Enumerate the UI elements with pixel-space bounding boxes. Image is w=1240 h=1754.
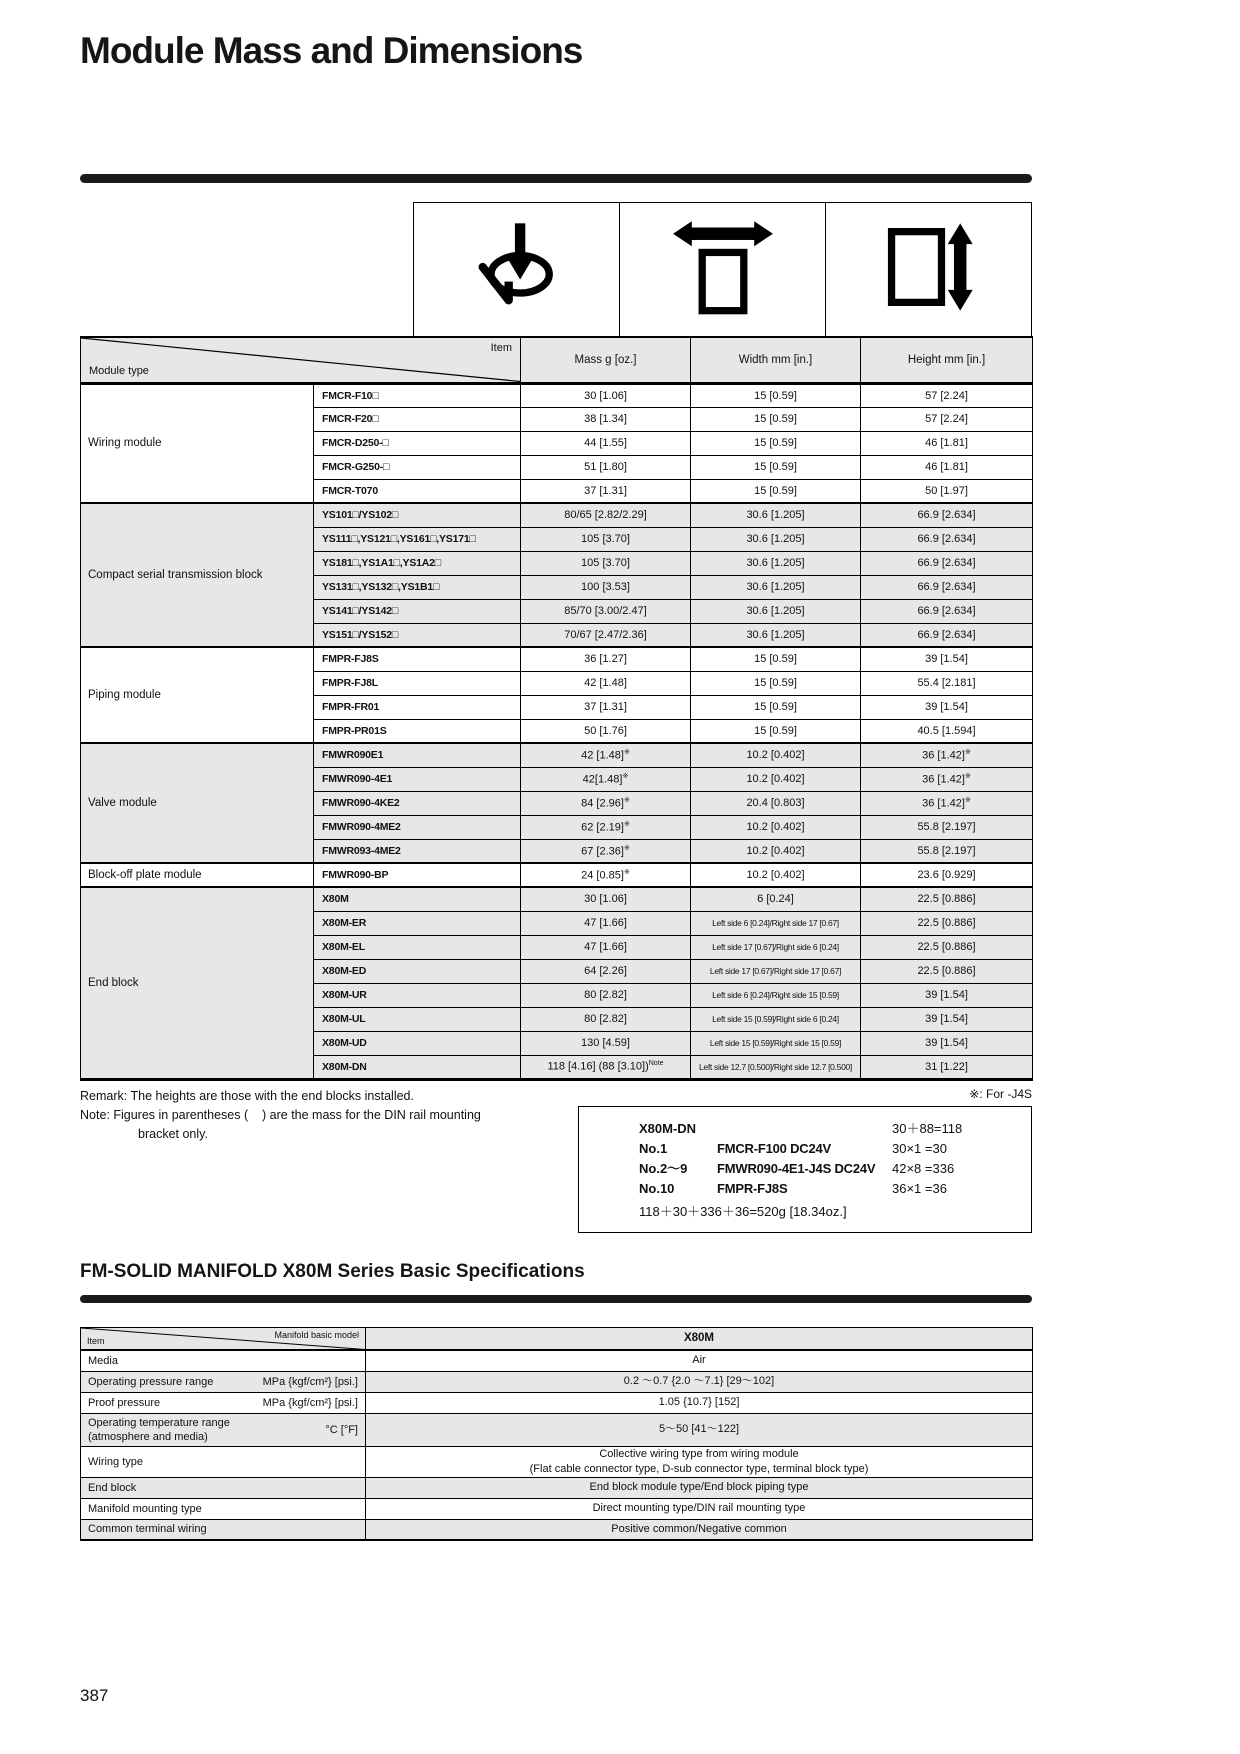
- width-cell: Left side 15 [0.59]/Right side 15 [0.59]: [691, 1031, 861, 1055]
- spec-row: [81, 1350, 1033, 1371]
- reference-mark-note: ※: For -J4S: [969, 1086, 1032, 1101]
- table-row: [81, 743, 1033, 767]
- model-cell: YS101□/YS102□: [314, 503, 521, 527]
- model-cell: FMPR-FJ8S: [314, 647, 521, 671]
- height-cell: 66.9 [2.634]: [861, 551, 1033, 575]
- spec-label-wrap: [88, 1502, 358, 1516]
- width-cell: 15 [0.59]: [691, 479, 861, 503]
- mass-cell: 130 [4.59]: [521, 1031, 691, 1055]
- model-cell: FMPR-FR01: [314, 695, 521, 719]
- width-cell: 10.2 [0.402]: [691, 863, 861, 887]
- calc-row: [639, 1140, 1023, 1158]
- spec-label-text: Common terminal wiring: [88, 1523, 207, 1536]
- height-cell: 36 [1.42]※: [861, 767, 1033, 791]
- model-cell: FMCR-G250-□: [314, 455, 521, 479]
- model-cell: YS141□/YS142□: [314, 599, 521, 623]
- spec-value-cell: Collective wiring type from wiring module (Flat cable connector type, D-sub connector type, terminal block type): [366, 1446, 1033, 1477]
- table-row: [81, 863, 1033, 887]
- width-cell: 30.6 [1.205]: [691, 551, 861, 575]
- model-cell: X80M-UL: [314, 1007, 521, 1031]
- mass-cell: 44 [1.55]: [521, 431, 691, 455]
- width-cell: 6 [0.24]: [691, 887, 861, 911]
- height-cell: 55.8 [2.197]: [861, 839, 1033, 863]
- section-rule-bar: [80, 174, 1032, 183]
- note-text-line1: Note: Figures in parentheses ( ) are the mass for the DIN rail mounting: [80, 1107, 481, 1122]
- spec-value-cell: Direct mounting type/DIN rail mounting type: [366, 1498, 1033, 1519]
- height-arrow-icon: [877, 215, 981, 324]
- height-cell: 57 [2.24]: [861, 383, 1033, 407]
- mass-cell: 30 [1.06]: [521, 887, 691, 911]
- height-cell: 36 [1.42]※: [861, 743, 1033, 767]
- spec-label-wrap: [88, 1375, 358, 1389]
- corner-module-type-label: Module type: [89, 364, 149, 377]
- calc-model-label: FMPR-FJ8S: [717, 1180, 788, 1196]
- table-row: [81, 887, 1033, 911]
- calc-row: [639, 1160, 1023, 1178]
- spec-value-cell: 5〜50 [41〜122]: [366, 1413, 1033, 1446]
- width-cell: 15 [0.59]: [691, 407, 861, 431]
- spec-column-header-x80m: X80M: [366, 1327, 1033, 1350]
- basic-specifications-table: [80, 1327, 1033, 1542]
- model-cell: FMPR-FJ8L: [314, 671, 521, 695]
- calc-total: 118＋30＋336＋36=520g [18.34oz.]: [639, 1203, 847, 1219]
- model-cell: FMCR-F10□: [314, 383, 521, 407]
- spec-label-wrap: [88, 1455, 358, 1469]
- spec-label-cell: [81, 1392, 366, 1413]
- height-cell: 22.5 [0.886]: [861, 935, 1033, 959]
- spec-label-cell: [81, 1519, 366, 1540]
- width-cell: Left side 17 [0.67]/Right side 17 [0.67]: [691, 959, 861, 983]
- column-header-width: Width mm [in.]: [691, 337, 861, 383]
- module-mass-table: [80, 336, 1033, 1081]
- model-cell: FMWR090E1: [314, 743, 521, 767]
- calc-position-label: No.2〜9: [639, 1160, 688, 1176]
- mass-cell: 24 [0.85]※: [521, 863, 691, 887]
- mass-cell: 42 [1.48]※: [521, 743, 691, 767]
- height-icon-box: [826, 203, 1031, 336]
- model-cell: X80M-UR: [314, 983, 521, 1007]
- model-cell: X80M-ER: [314, 911, 521, 935]
- width-cell: 15 [0.59]: [691, 647, 861, 671]
- spec-corner-model-label: Manifold basic model: [274, 1329, 359, 1340]
- spec-label-wrap: [88, 1396, 358, 1410]
- model-cell: X80M-UD: [314, 1031, 521, 1055]
- calc-position-label: X80M-DN: [639, 1120, 697, 1136]
- width-icon-box: [620, 203, 826, 336]
- module-type-cell: Block-off plate module: [81, 863, 314, 887]
- height-cell: 46 [1.81]: [861, 455, 1033, 479]
- spec-corner-item-label: Item: [87, 1336, 105, 1346]
- mass-cell: 80 [2.82]: [521, 983, 691, 1007]
- dimension-icon-strip: [413, 202, 1032, 336]
- table-footnotes-row: [80, 1087, 1032, 1233]
- width-cell: Left side 17 [0.67]/Right side 6 [0.24]: [691, 935, 861, 959]
- height-cell: 50 [1.97]: [861, 479, 1033, 503]
- height-cell: 39 [1.54]: [861, 1031, 1033, 1055]
- mass-cell: 70/67 [2.47/2.36]: [521, 623, 691, 647]
- spec-label-text: Operating temperature range (atmosphere and media): [88, 1416, 230, 1443]
- mass-cell: 42 [1.48]: [521, 671, 691, 695]
- model-cell: FMCR-D250-□: [314, 431, 521, 455]
- calc-formula: 30×1 =30: [892, 1140, 947, 1156]
- spec-label-wrap: [88, 1354, 358, 1368]
- calc-position-label: No.10: [639, 1180, 675, 1196]
- height-cell: 39 [1.54]: [861, 695, 1033, 719]
- spec-label-text: Manifold mounting type: [88, 1502, 202, 1515]
- spec-value-cell: Air: [366, 1350, 1033, 1371]
- calc-model-label: FMWR090-4E1-J4S DC24V: [717, 1160, 876, 1176]
- module-type-cell: Wiring module: [81, 383, 314, 503]
- calc-model-label: FMCR-F100 DC24V: [717, 1140, 832, 1156]
- height-cell: 39 [1.54]: [861, 1007, 1033, 1031]
- spec-row: [81, 1371, 1033, 1392]
- height-cell: 55.8 [2.197]: [861, 815, 1033, 839]
- model-cell: YS111□,YS121□,YS161□,YS171□: [314, 527, 521, 551]
- width-cell: 30.6 [1.205]: [691, 575, 861, 599]
- height-cell: 66.9 [2.634]: [861, 575, 1033, 599]
- calc-row: [639, 1120, 1023, 1138]
- model-cell: FMWR090-4E1: [314, 767, 521, 791]
- model-cell: FMCR-T070: [314, 479, 521, 503]
- page-content: [80, 0, 1032, 1541]
- model-cell: YS131□,YS132□,YS1B1□: [314, 575, 521, 599]
- column-header-mass: Mass g [oz.]: [521, 337, 691, 383]
- model-cell: X80M: [314, 887, 521, 911]
- height-cell: 46 [1.81]: [861, 431, 1033, 455]
- model-cell: FMWR090-BP: [314, 863, 521, 887]
- model-cell: YS151□/YS152□: [314, 623, 521, 647]
- spec-row: [81, 1392, 1033, 1413]
- width-cell: Left side 6 [0.24]/Right side 17 [0.67]: [691, 911, 861, 935]
- model-cell: X80M-DN: [314, 1055, 521, 1079]
- height-cell: 22.5 [0.886]: [861, 959, 1033, 983]
- mass-cell: 47 [1.66]: [521, 935, 691, 959]
- spec-section-heading: FM-SOLID MANIFOLD X80M Series Basic Specifications: [80, 1260, 585, 1282]
- width-cell: Left side 15 [0.59]/Right side 6 [0.24]: [691, 1007, 861, 1031]
- spec-unit-label: MPa {kgf/cm²} [psi.]: [262, 1396, 358, 1409]
- width-cell: 30.6 [1.205]: [691, 527, 861, 551]
- mass-cell: 50 [1.76]: [521, 719, 691, 743]
- spec-row: [81, 1446, 1033, 1477]
- spec-row: [81, 1498, 1033, 1519]
- mass-cell: 80/65 [2.82/2.29]: [521, 503, 691, 527]
- width-cell: 30.6 [1.205]: [691, 599, 861, 623]
- model-cell: FMWR090-4KE2: [314, 791, 521, 815]
- calc-model-label: [717, 1120, 892, 1138]
- width-cell: 10.2 [0.402]: [691, 839, 861, 863]
- height-cell: 66.9 [2.634]: [861, 503, 1033, 527]
- mass-icon-box: [414, 203, 620, 336]
- height-cell: 66.9 [2.634]: [861, 527, 1033, 551]
- table-row: [81, 383, 1033, 407]
- calc-formula: 42×8 =336: [892, 1160, 955, 1176]
- model-cell: FMWR093-4ME2: [314, 839, 521, 863]
- mass-cell: 67 [2.36]※: [521, 839, 691, 863]
- mass-table-header-row: [81, 337, 1033, 383]
- mass-cell: 37 [1.31]: [521, 479, 691, 503]
- calc-position-label: No.1: [639, 1140, 668, 1156]
- mass-calculation-example-box: [578, 1106, 1032, 1233]
- right-footnote-block: [578, 1087, 1032, 1233]
- calc-formula: 36×1 =36: [892, 1180, 947, 1196]
- width-cell: 10.2 [0.402]: [691, 767, 861, 791]
- width-cell: 10.2 [0.402]: [691, 815, 861, 839]
- spec-label-text: Operating pressure range: [88, 1375, 214, 1388]
- height-cell: 23.6 [0.929]: [861, 863, 1033, 887]
- width-cell: Left side 6 [0.24]/Right side 15 [0.59]: [691, 983, 861, 1007]
- spec-row: [81, 1477, 1033, 1498]
- height-cell: 31 [1.22]: [861, 1055, 1033, 1079]
- width-cell: 15 [0.59]: [691, 431, 861, 455]
- spec-label-cell: [81, 1350, 366, 1371]
- mass-cell: 105 [3.70]: [521, 551, 691, 575]
- mass-cell: 51 [1.80]: [521, 455, 691, 479]
- spec-header-row: [81, 1327, 1033, 1350]
- spec-label-wrap: [88, 1481, 358, 1495]
- module-type-cell: Valve module: [81, 743, 314, 863]
- spec-label-wrap: [88, 1522, 358, 1536]
- note-text-line2: bracket only.: [138, 1126, 208, 1141]
- module-type-cell: End block: [81, 887, 314, 1079]
- spec-section-rule-bar: [80, 1295, 1032, 1303]
- mass-cell: 30 [1.06]: [521, 383, 691, 407]
- corner-item-label: Item: [490, 342, 512, 354]
- spec-label-text: Proof pressure: [88, 1396, 161, 1409]
- spec-label-cell: [81, 1413, 366, 1446]
- mass-cell: 105 [3.70]: [521, 527, 691, 551]
- spec-value-cell: End block module type/End block piping type: [366, 1477, 1033, 1498]
- mass-cell: 36 [1.27]: [521, 647, 691, 671]
- model-cell: X80M-ED: [314, 959, 521, 983]
- mass-cell: 85/70 [3.00/2.47]: [521, 599, 691, 623]
- mass-cell: 84 [2.96]※: [521, 791, 691, 815]
- spec-label-wrap: [88, 1416, 358, 1444]
- width-arrow-icon: [671, 215, 775, 324]
- mass-cell: 38 [1.34]: [521, 407, 691, 431]
- mass-cell: 42[1.48]※: [521, 767, 691, 791]
- mass-cell: 80 [2.82]: [521, 1007, 691, 1031]
- height-cell: 39 [1.54]: [861, 647, 1033, 671]
- spec-value-cell: Positive common/Negative common: [366, 1519, 1033, 1540]
- spec-value-cell: 0.2 〜0.7 {2.0 〜7.1} [29〜102]: [366, 1371, 1033, 1392]
- height-cell: 40.5 [1.594]: [861, 719, 1033, 743]
- remark-block: [80, 1087, 481, 1144]
- width-cell: 15 [0.59]: [691, 455, 861, 479]
- spec-value-cell: 1.05 {10.7} [152]: [366, 1392, 1033, 1413]
- spec-label-cell: [81, 1371, 366, 1392]
- width-cell: Left side 12.7 [0.500]/Right side 12.7 [0.500]: [691, 1055, 861, 1079]
- width-cell: 15 [0.59]: [691, 383, 861, 407]
- height-cell: 66.9 [2.634]: [861, 623, 1033, 647]
- width-cell: 30.6 [1.205]: [691, 623, 861, 647]
- page-number: 387: [80, 1686, 109, 1705]
- spec-label-cell: [81, 1477, 366, 1498]
- spec-row: [81, 1413, 1033, 1446]
- mass-cell: 37 [1.31]: [521, 695, 691, 719]
- spec-label-cell: [81, 1498, 366, 1519]
- table-row: [81, 503, 1033, 527]
- table-row: [81, 647, 1033, 671]
- spec-unit-label: MPa {kgf/cm²} [psi.]: [262, 1375, 358, 1388]
- module-type-cell: Piping module: [81, 647, 314, 743]
- page-title: Module Mass and Dimensions: [80, 30, 583, 71]
- height-cell: 22.5 [0.886]: [861, 911, 1033, 935]
- mass-cell: 118 [4.16] (88 [3.10])$^{Note}$: [521, 1055, 691, 1079]
- mass-cell: 62 [2.19]※: [521, 815, 691, 839]
- height-cell: 55.4 [2.181]: [861, 671, 1033, 695]
- model-cell: FMWR090-4ME2: [314, 815, 521, 839]
- spec-label-text: End block: [88, 1481, 137, 1494]
- width-cell: 15 [0.59]: [691, 671, 861, 695]
- model-cell: FMPR-PR01S: [314, 719, 521, 743]
- spec-label-text: Wiring type: [88, 1455, 144, 1468]
- model-cell: YS181□,YS1A1□,YS1A2□: [314, 551, 521, 575]
- mass-cell: 64 [2.26]: [521, 959, 691, 983]
- height-cell: 36 [1.42]※: [861, 791, 1033, 815]
- module-type-cell: Compact serial transmission block: [81, 503, 314, 647]
- mass-cell: 47 [1.66]: [521, 911, 691, 935]
- calc-formula: 30＋88=118: [892, 1120, 963, 1136]
- spec-corner-cell: [81, 1327, 366, 1350]
- height-cell: 39 [1.54]: [861, 983, 1033, 1007]
- corner-cell: [81, 337, 521, 383]
- spec-label-text: Media: [88, 1354, 118, 1367]
- mass-cell: 100 [3.53]: [521, 575, 691, 599]
- spec-row: [81, 1519, 1033, 1540]
- width-cell: 30.6 [1.205]: [691, 503, 861, 527]
- model-cell: FMCR-F20□: [314, 407, 521, 431]
- height-cell: 22.5 [0.886]: [861, 887, 1033, 911]
- remark-text: Remark: The heights are those with the end blocks installed.: [80, 1088, 414, 1103]
- width-cell: 20.4 [0.803]: [691, 791, 861, 815]
- width-cell: 15 [0.59]: [691, 695, 861, 719]
- width-cell: 10.2 [0.402]: [691, 743, 861, 767]
- spec-label-cell: [81, 1446, 366, 1477]
- model-cell: X80M-EL: [314, 935, 521, 959]
- calc-row: [639, 1180, 1023, 1198]
- mass-weight-icon: [465, 215, 569, 324]
- width-cell: 15 [0.59]: [691, 719, 861, 743]
- height-cell: 57 [2.24]: [861, 407, 1033, 431]
- spec-unit-label: °C [°F]: [325, 1423, 358, 1436]
- column-header-height: Height mm [in.]: [861, 337, 1033, 383]
- height-cell: 66.9 [2.634]: [861, 599, 1033, 623]
